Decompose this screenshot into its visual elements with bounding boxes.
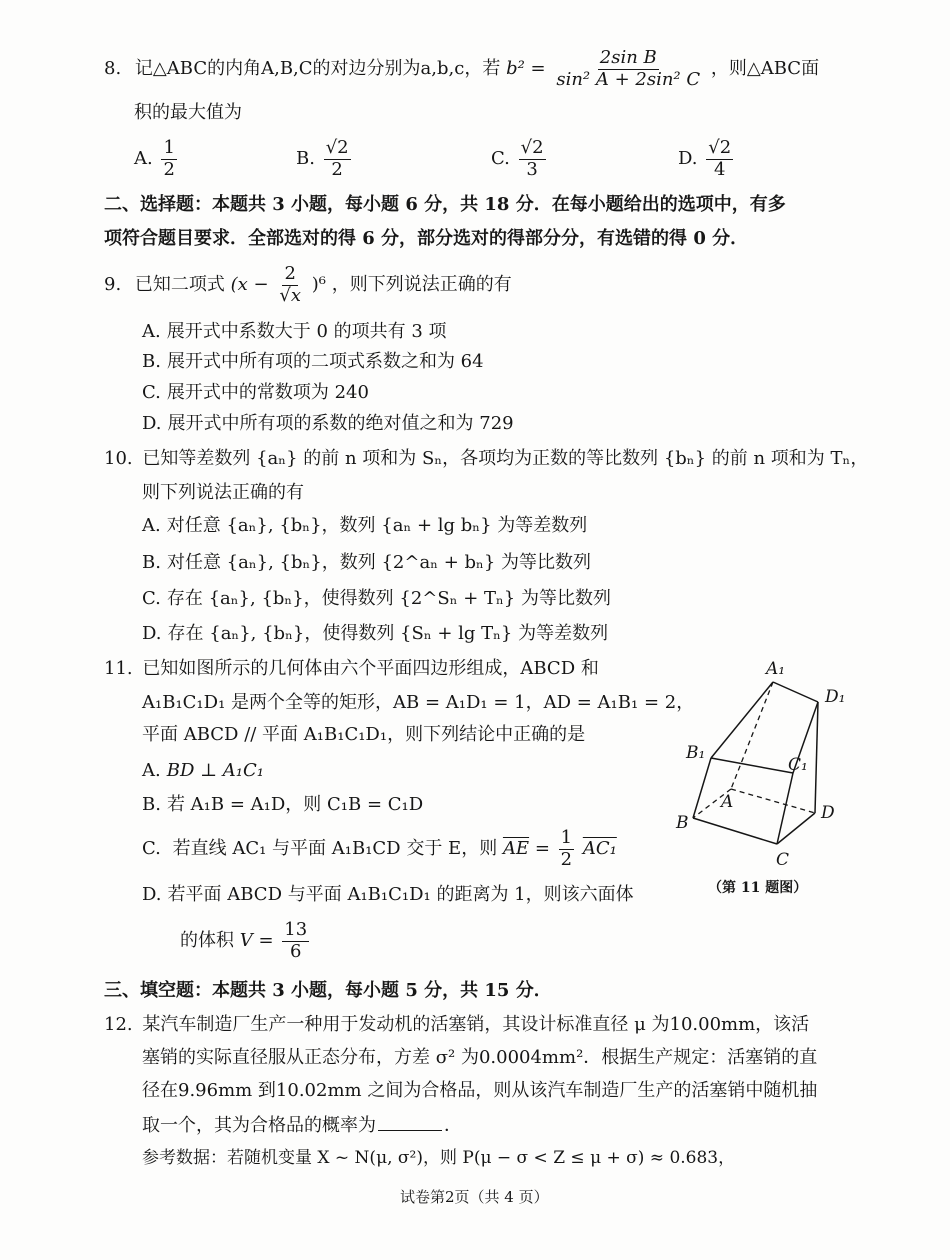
q9-opt-d-text: 展开式中所有项的系数的绝对值之和为 729 <box>167 413 514 434</box>
label-b: B <box>676 813 689 833</box>
q8-line1 <box>104 48 819 90</box>
q11-figure <box>660 652 880 898</box>
q12-text-4-end: ． <box>444 1115 462 1136</box>
q12-number: 12. <box>104 1014 133 1035</box>
q11-stem-line3: 平面 ABCD // 平面 A₁B₁C₁D₁，则下列结论中正确的是 <box>142 724 586 745</box>
q8-opt-c-label: C. <box>491 148 510 170</box>
q12-line3: 径在9.96mm 到10.02mm 之间为合格品，则从该汽车制造厂生产的活塞销中随机抽 <box>142 1080 818 1101</box>
q10-stem-line1 <box>104 448 868 470</box>
q9-option-d <box>142 413 514 435</box>
q12-answer-blank[interactable] <box>378 1112 442 1131</box>
q10-option-d <box>142 623 608 645</box>
edge-a1-d1 <box>773 682 818 702</box>
q8-eq-fraction <box>554 48 702 90</box>
q11-opt-c-text: 若直线 AC₁ 与平面 A₁B₁CD 交于 E，则 <box>172 838 498 860</box>
q9-option-c <box>142 382 369 404</box>
q11-opt-b-label: B. <box>142 794 161 815</box>
q11-opt-d-label: D. <box>142 884 162 905</box>
edge-c1-b1 <box>711 758 793 773</box>
q10-stem-line2: 则下列说法正确的有 <box>142 482 304 503</box>
q11-option-d <box>142 884 634 906</box>
q8-opt-d-label: D. <box>678 148 698 170</box>
q11-opt-d-den: 6 <box>290 940 302 962</box>
q9-opt-c-label: C. <box>142 382 161 403</box>
q11-opt-c-label: C. <box>142 838 161 860</box>
q9-expr-den: √x <box>279 284 301 306</box>
q10-opt-b-text: 对任意 {aₙ}, {bₙ}，数列 {2^aₙ + bₙ} 为等比数列 <box>166 552 591 573</box>
q8-number: 8. <box>104 58 122 80</box>
q9-option-b <box>142 351 484 373</box>
q8-option-d <box>678 138 736 180</box>
q8-eq-lhs: b² = <box>506 58 546 80</box>
q10-opt-c-label: C. <box>142 588 161 609</box>
q11-option-b <box>142 794 423 816</box>
q8-stem-a: 记△ABC的内角A,B,C的对边分别为a,b,c，若 <box>134 58 501 80</box>
q11-number: 11. <box>104 658 133 679</box>
q11-stem-1: 已知如图所示的几何体由六个平面四边形组成，ABCD 和 <box>142 658 599 679</box>
q10-opt-b-label: B. <box>142 552 161 573</box>
edge-b1-b <box>693 758 711 818</box>
q10-opt-d-label: D. <box>142 623 162 644</box>
q11-opt-d-volume-text: 的体积 <box>180 930 234 952</box>
q11-option-c <box>142 828 617 870</box>
q11-option-a <box>142 760 264 782</box>
q8-option-b <box>296 138 354 180</box>
edge-b1-a1 <box>711 682 773 758</box>
q8-stem-b: ，则△ABC面 <box>710 58 820 80</box>
q9-number: 9. <box>104 274 122 296</box>
q11-opt-c-vector-ae: $\overline{AE}$ <box>502 838 530 860</box>
section2-heading-line2: 项符合题目要求．全部选对的得 6 分，部分选对的得部分分，有选错的得 0 分． <box>104 228 749 249</box>
q11-opt-c-den: 2 <box>560 848 573 870</box>
q8-opt-a-num: 1 <box>163 137 175 158</box>
q8-opt-d-num: √2 <box>708 137 732 158</box>
edge-b-c <box>693 818 777 844</box>
q9-opt-c-text: 展开式中的常数项为 240 <box>166 382 369 403</box>
q10-opt-a-label: A. <box>142 515 161 536</box>
q11-opt-b-text: 若 A₁B = A₁D，则 C₁B = C₁D <box>166 794 424 815</box>
q8-opt-b-num: √2 <box>325 137 349 158</box>
section3-heading: 三、填空题：本题共 3 小题，每小题 5 分，共 15 分． <box>104 980 552 1001</box>
q12-line1 <box>104 1014 809 1036</box>
q9-expr-open: (x − <box>230 274 269 296</box>
q8-eq-den: sin² A + 2sin² C <box>556 68 701 90</box>
q8-opt-d-den: 4 <box>713 158 726 180</box>
q8-opt-c-den: 3 <box>526 158 538 180</box>
q11-opt-d-volume-var: V = <box>239 930 274 952</box>
edge-d1-d <box>815 702 818 813</box>
q11-opt-c-vector-ac1: AC₁ <box>582 838 617 860</box>
q8-eq-num: 2sin B <box>599 47 657 68</box>
q8-opt-a-label: A. <box>134 148 153 170</box>
label-a: A <box>721 792 734 812</box>
q9-stem <box>104 264 512 306</box>
q10-opt-d-text: 存在 {aₙ}, {bₙ}，使得数列 {Sₙ + lg Tₙ} 为等差数列 <box>167 623 609 644</box>
label-b1: B₁ <box>686 743 706 763</box>
label-d1: D₁ <box>825 687 846 707</box>
q12-line4 <box>142 1112 462 1137</box>
q10-opt-c-text: 存在 {aₙ}, {bₙ}，使得数列 {2^Sₙ + Tₙ} 为等比数列 <box>166 588 611 609</box>
label-c1: C₁ <box>788 755 808 775</box>
figure-caption: （第 11 题图） <box>708 880 808 896</box>
q11-stem-line2: A₁B₁C₁D₁ 是两个全等的矩形，AB = A₁D₁ = 1，AD = A₁B₁ = 2， <box>142 692 695 713</box>
q12-line2: 塞销的实际直径服从正态分布，方差 σ² 为0.0004mm²．根据生产规定：活塞销的直 <box>142 1047 818 1068</box>
q11-opt-a-label: A. <box>142 760 161 781</box>
q10-option-a <box>142 515 587 537</box>
q9-opt-a-label: A. <box>142 321 161 342</box>
q9-option-a <box>142 321 447 343</box>
q8-opt-b-label: B. <box>296 148 315 170</box>
label-c: C <box>776 850 790 870</box>
label-d: D <box>821 803 835 823</box>
hidden-edge-a1-a <box>731 682 773 789</box>
hidden-edge-a-d <box>731 789 815 813</box>
q10-option-c <box>142 588 611 610</box>
q9-stem-b: ，则下列说法正确的有 <box>331 274 512 296</box>
q9-opt-a-text: 展开式中系数大于 0 的项共有 3 项 <box>166 321 447 342</box>
q12-reference: 参考数据：若随机变量 X ~ N(μ, σ²)，则 P(μ − σ < Z ≤ μ + σ) ≈ 0.683， <box>142 1148 736 1168</box>
q10-stem-1: 已知等差数列 {aₙ} 的前 n 项和为 Sₙ，各项均为正数的等比数列 {bₙ} 的前 n 项和为 Tₙ， <box>142 448 869 469</box>
q12-text-4: 取一个，其为合格品的概率为 <box>142 1115 376 1136</box>
q10-opt-a-text: 对任意 {aₙ}, {bₙ}，数列 {aₙ + lg bₙ} 为等差数列 <box>166 515 588 536</box>
q8-opt-a-den: 2 <box>163 158 175 180</box>
page-footer: 试卷第2页（共 4 页） <box>400 1188 549 1206</box>
q8-line2: 积的最大值为 <box>134 102 242 123</box>
q12-text-1: 某汽车制造厂生产一种用于发动机的活塞销，其设计标准直径 μ 为10.00mm，该活 <box>142 1014 810 1035</box>
q11-opt-c-equals: = <box>534 838 550 860</box>
label-a1: A₁ <box>766 659 786 679</box>
q11-opt-d-num: 13 <box>284 919 308 940</box>
q11-stem-line1 <box>104 658 599 680</box>
q8-opt-b-den: 2 <box>331 158 343 180</box>
q10-number: 10. <box>104 448 133 469</box>
q11-opt-a-text: BD ⊥ A₁C₁ <box>166 760 264 781</box>
q8-option-c <box>491 138 549 180</box>
q8-opt-c-num: √2 <box>520 137 544 158</box>
q8-option-a <box>134 138 180 180</box>
q11-opt-d-text: 若平面 ABCD 与平面 A₁B₁C₁D₁ 的距离为 1，则该六面体 <box>167 884 634 905</box>
q9-stem-a: 已知二项式 <box>134 274 225 296</box>
q9-opt-b-label: B. <box>142 351 161 372</box>
q10-option-b <box>142 552 591 574</box>
q9-opt-b-text: 展开式中所有项的二项式系数之和为 64 <box>166 351 484 372</box>
q9-expr-close: )⁶ <box>311 274 326 296</box>
q9-opt-d-label: D. <box>142 413 162 434</box>
q11-opt-c-num: 1 <box>560 827 573 848</box>
q11-option-d-cont <box>180 920 312 962</box>
q9-expr-num: 2 <box>284 263 296 284</box>
section2-heading-line1: 二、选择题：本题共 3 小题，每小题 6 分，共 18 分．在每小题给出的选项中，有多 <box>104 194 786 215</box>
